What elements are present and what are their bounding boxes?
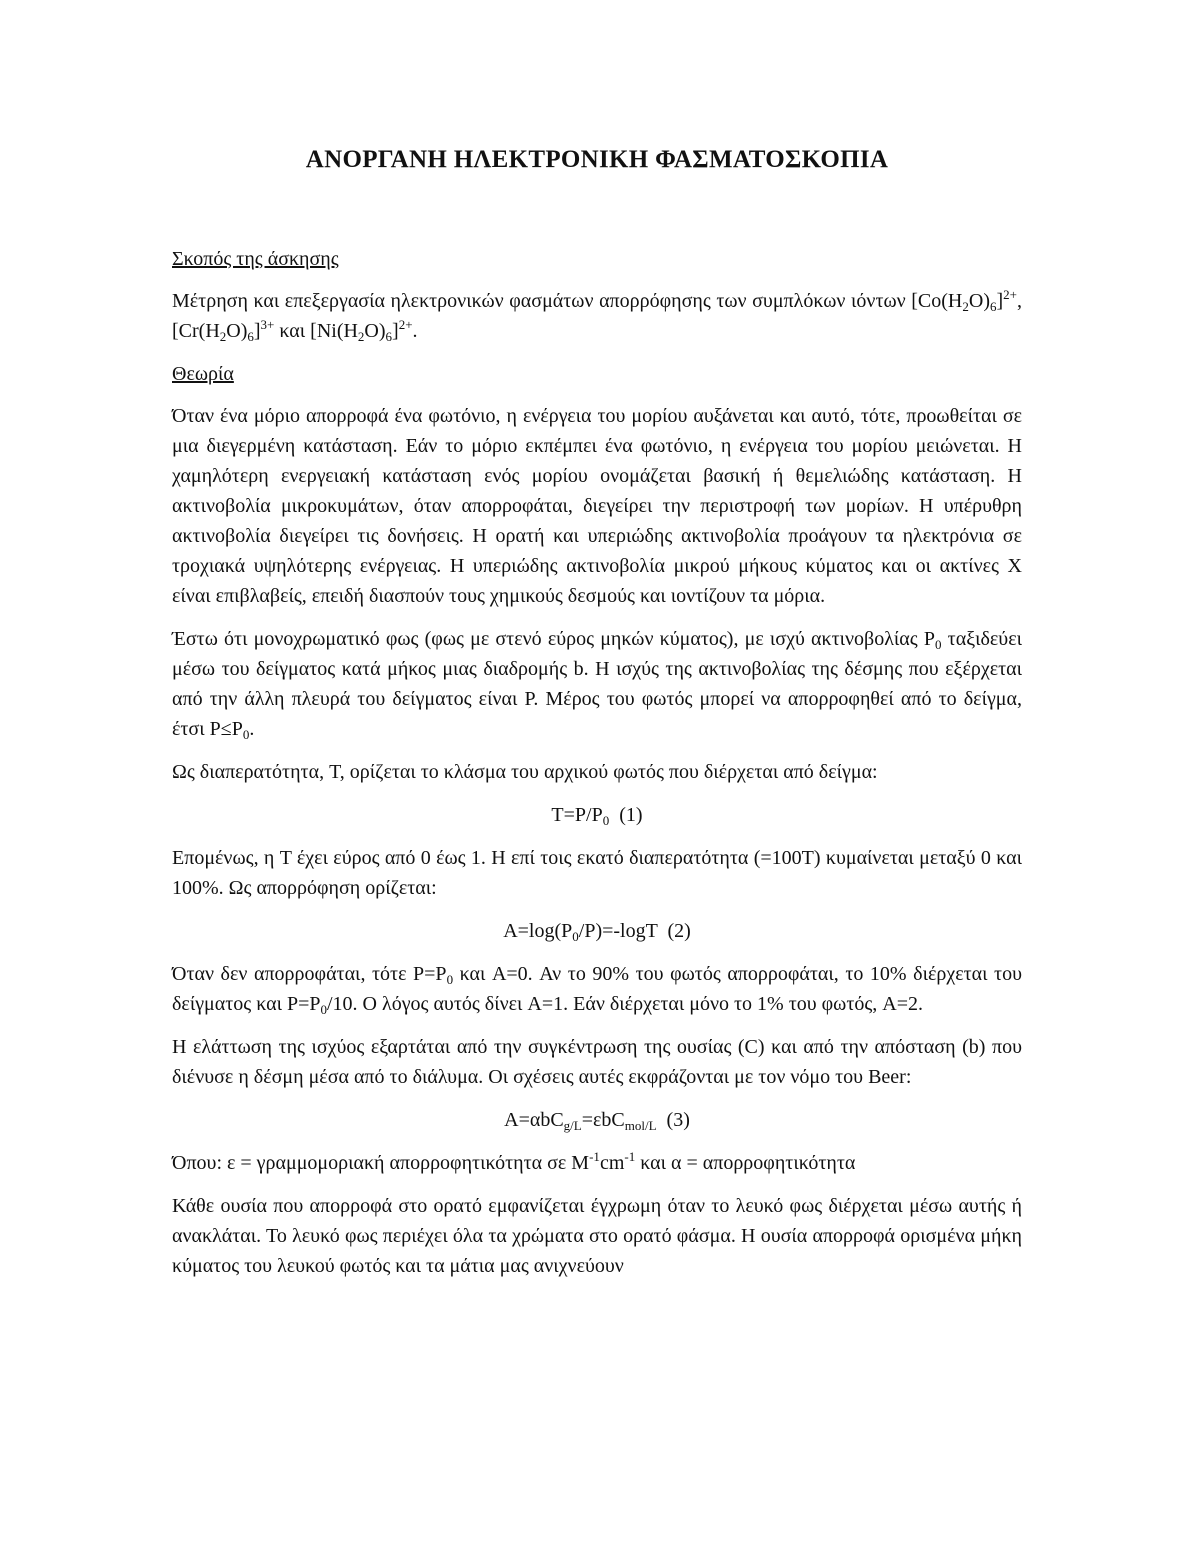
subscript: 0: [602, 813, 610, 828]
subscript: mol/L: [624, 1118, 657, 1133]
purpose-text: O): [968, 290, 990, 312]
theory-text: /10. Ο λόγος αυτός δίνει A=1. Εάν διέρχεται μόνο το 1% του φωτός, A=2.: [327, 993, 924, 1015]
superscript: -1: [589, 1149, 600, 1164]
superscript: 2+: [1003, 287, 1017, 302]
subscript: g/L: [563, 1118, 582, 1133]
purpose-text: Μέτρηση και επεξεργασία ηλεκτρονικών φασμάτων απορρόφησης των συμπλόκων ιόντων [Co(H: [172, 290, 963, 312]
equation-2: [172, 916, 1022, 946]
theory-text: Όπου: ε = γραμμομοριακή απορροφητικότητα σε M: [172, 1152, 590, 1174]
purpose-text: ]: [392, 320, 399, 342]
document-page: [172, 140, 1022, 1294]
theory-text: ταξιδεύει μέσω του δείγματος κατά μήκος μιας διαδρομής b. Η ισχύς της ακτινοβολίας της δέσμης που εξέρχεται από την άλλη πλευρά του δείγματος είναι P. Μέρος του φωτός μπορεί να απορροφηθεί από το δείγμα, έτσι P≤P: [172, 628, 1022, 740]
purpose-text: ]: [253, 320, 261, 342]
subscript: 0: [446, 972, 454, 987]
theory-text: cm: [599, 1152, 625, 1174]
subscript: 6: [247, 329, 254, 344]
theory-paragraph-4: Επομένως, η T έχει εύρος από 0 έως 1. Η επί τοις εκατό διαπερατότητα (=100T) κυμαίνεται μεταξύ 0 και 100%. Ως απορρόφηση ορίζεται:: [172, 847, 1022, 899]
theory-text: Όταν δεν απορροφάται, τότε P=P: [172, 963, 447, 985]
superscript: 3+: [260, 317, 275, 332]
purpose-text: , [Cr(H: [172, 290, 1022, 342]
purpose-text: και [Ni(H: [274, 320, 358, 342]
theory-paragraph-2: [172, 624, 1022, 744]
purpose-text: ]: [996, 290, 1004, 312]
theory-text: Έστω ότι μονοχρωματικό φως (φως με στενό εύρος μηκών κύματος), με ισχύ ακτινοβολίας P: [172, 628, 935, 650]
subscript: 2: [962, 299, 969, 314]
theory-paragraph-3: Ως διαπερατότητα, T, ορίζεται το κλάσμα του αρχικού φωτός που διέρχεται από δείγμα:: [172, 761, 878, 783]
purpose-text: O): [364, 320, 386, 342]
theory-heading: Θεωρία: [172, 363, 234, 385]
theory-paragraph-5: [172, 959, 1022, 1019]
equation-3: [172, 1105, 1022, 1135]
subscript: 0: [320, 1002, 327, 1017]
superscript: 2+: [398, 317, 413, 332]
theory-paragraph-1: Όταν ένα μόριο απορροφά ένα φωτόνιο, η ενέργεια του μορίου αυξάνεται και αυτό, τότε, προωθείται σε μια διεγερμένη κατάσταση. Εάν το μόριο εκπέμπει ένα φωτόνιο, η ενέργεια του μορίου μειώνεται. Η χαμηλότερη ενεργειακή κατάσταση ενός μορίου ονομάζεται βασική ή θεμελιώδης κατάσταση. Η ακτινοβολία μικροκυμάτων, όταν απορροφάται, διεγείρει την περιστροφή των μορίων. Η υπέρυθρη ακτινοβολία διεγείρει τις δονήσεις. Η ορατή και υπεριώδης ακτινοβολία προάγουν τα ηλεκτρόνια σε τροχιακά υψηλότερης ενέργειας. Η υπεριώδης ακτινοβολία μικρού μήκους κύματος και οι ακτίνες Χ είναι επιβλαβείς, επειδή διασπούν τους χημικούς δεσμούς και ιοντίζουν τα μόρια.: [172, 405, 1022, 607]
equation-text: T=P/P: [551, 804, 603, 826]
subscript: 0: [242, 727, 250, 742]
subscript: 6: [989, 299, 997, 314]
purpose-heading: Σκοπός της άσκησης: [172, 248, 339, 270]
theory-text: και α = απορροφητικότητα: [635, 1152, 856, 1174]
purpose-paragraph: [172, 286, 1022, 346]
equation-text: (1): [609, 804, 643, 826]
subscript: 0: [935, 637, 942, 652]
subscript: 6: [385, 329, 393, 344]
subscript: 0: [572, 929, 579, 944]
superscript: -1: [624, 1149, 636, 1164]
document-title: ΑΝΟΡΓΑΝΗ ΗΛΕΚΤΡΟΝΙΚΗ ΦΑΣΜΑΤΟΣΚΟΠΙΑ: [305, 146, 889, 173]
equation-text: =εbC: [581, 1109, 625, 1131]
purpose-text: .: [412, 320, 418, 342]
equation-text: (3): [656, 1109, 690, 1131]
equation-text: A=αbC: [504, 1109, 564, 1131]
subscript: 2: [357, 329, 365, 344]
purpose-text: O): [226, 320, 248, 342]
theory-paragraph-6: Η ελάττωση της ισχύος εξαρτάται από την συγκέντρωση της ουσίας (C) και από την απόσταση (b) που διένυσε η δέσμη μέσα από το διάλυμα. Οι σχέσεις αυτές εκφράζονται με τον νόμο του Beer:: [172, 1036, 1022, 1088]
theory-paragraph-8: Κάθε ουσία που απορροφά στο ορατό εμφανίζεται έγχρωμη όταν το λευκό φως διέρχεται μέσω αυτής ή ανακλάται. Το λευκό φως περιέχει όλα τα χρώματα στο ορατό φάσμα. Η ουσία απορροφά ορισμένα μήκη κύματος του λευκού φωτός και τα μάτια μας ανιχνεύουν: [172, 1195, 1022, 1277]
equation-text: /P)=-logT (2): [578, 920, 691, 942]
theory-paragraph-7: [172, 1148, 1022, 1178]
theory-text: και A=0. Αν το 90% του φωτός απορροφάται, το 10% διέρχεται του δείγματος και P=P: [172, 963, 1022, 1015]
equation-1: [172, 800, 1022, 830]
subscript: 2: [219, 329, 227, 344]
equation-text: A=log(P: [503, 920, 573, 942]
theory-text: .: [249, 718, 255, 740]
